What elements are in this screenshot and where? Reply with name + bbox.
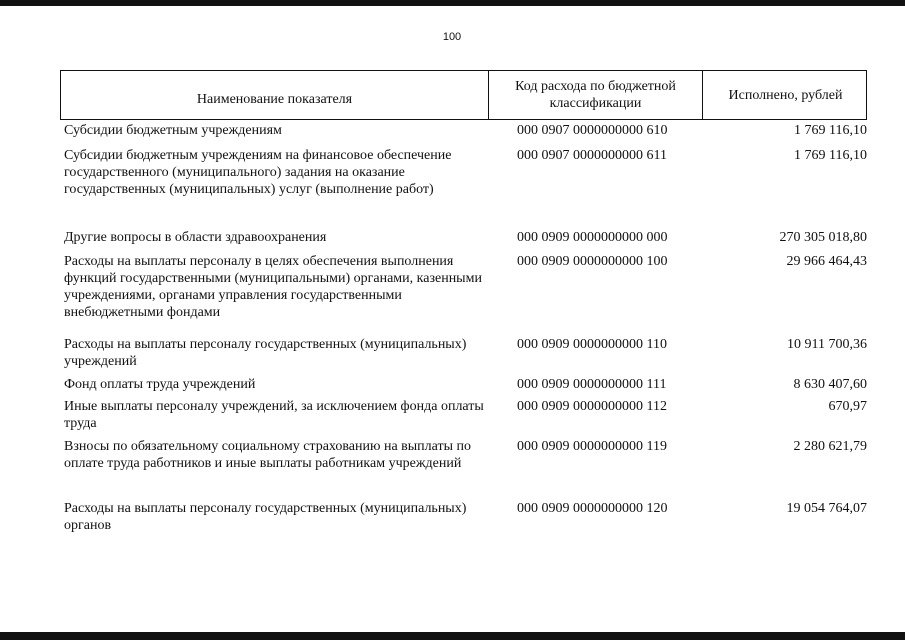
page-number: 100	[442, 31, 462, 43]
row-name: Расходы на выплаты персоналу в целях обеспечения выполнения функций государственными (муниципальными) органами, казенными учреждениями, органами управления государственными внебюджетными фондами	[64, 254, 482, 320]
row-name: Взносы по обязательному социальному страхованию на выплаты по оплате труда работников и иные выплаты работникам учреждений	[64, 439, 472, 471]
table-header	[60, 70, 867, 120]
row-code: 000 0909 0000000000 000	[517, 230, 668, 245]
row-code: 000 0909 0000000000 112	[517, 399, 667, 414]
row-name: Расходы на выплаты персоналу государственных (муниципальных) органов	[64, 501, 467, 533]
row-code: 000 0909 0000000000 120	[517, 501, 668, 516]
row-value: 1 769 116,10	[794, 123, 867, 138]
row-name: Субсидии бюджетным учреждениям на финансовое обеспечение государственного (муниципального) задания на оказание государственных (муниципальных) услуг (выполнение работ)	[64, 148, 452, 197]
row-name: Иные выплаты персоналу учреждений, за исключением фонда оплаты труда	[64, 399, 484, 431]
row-code: 000 0909 0000000000 110	[517, 337, 667, 352]
row-code: 000 0907 0000000000 610	[517, 123, 668, 138]
row-value: 2 280 621,79	[793, 439, 867, 454]
row-value: 670,97	[828, 399, 867, 414]
row-name: Другие вопросы в области здравоохранения	[64, 230, 327, 245]
row-value: 1 769 116,10	[794, 148, 867, 163]
row-value: 8 630 407,60	[793, 377, 867, 392]
row-value: 270 305 018,80	[779, 230, 867, 245]
row-code: 000 0907 0000000000 611	[517, 148, 667, 163]
row-name: Расходы на выплаты персоналу государственных (муниципальных) учреждений	[64, 337, 467, 369]
row-name: Субсидии бюджетным учреждениям	[64, 123, 282, 138]
row-value: 19 054 764,07	[786, 501, 867, 516]
row-code: 000 0909 0000000000 100	[517, 254, 668, 269]
row-code: 000 0909 0000000000 111	[517, 377, 667, 392]
header-code: Код расхода по бюджетной классификации	[489, 71, 703, 119]
bottom-border	[0, 632, 905, 640]
header-name: Наименование показателя	[61, 71, 489, 119]
row-value: 10 911 700,36	[787, 337, 867, 352]
header-value: Исполнено, рублей	[728, 87, 843, 103]
row-name: Фонд оплаты труда учреждений	[64, 377, 256, 392]
top-border	[0, 0, 905, 6]
row-value: 29 966 464,43	[786, 254, 867, 269]
row-code: 000 0909 0000000000 119	[517, 439, 667, 454]
